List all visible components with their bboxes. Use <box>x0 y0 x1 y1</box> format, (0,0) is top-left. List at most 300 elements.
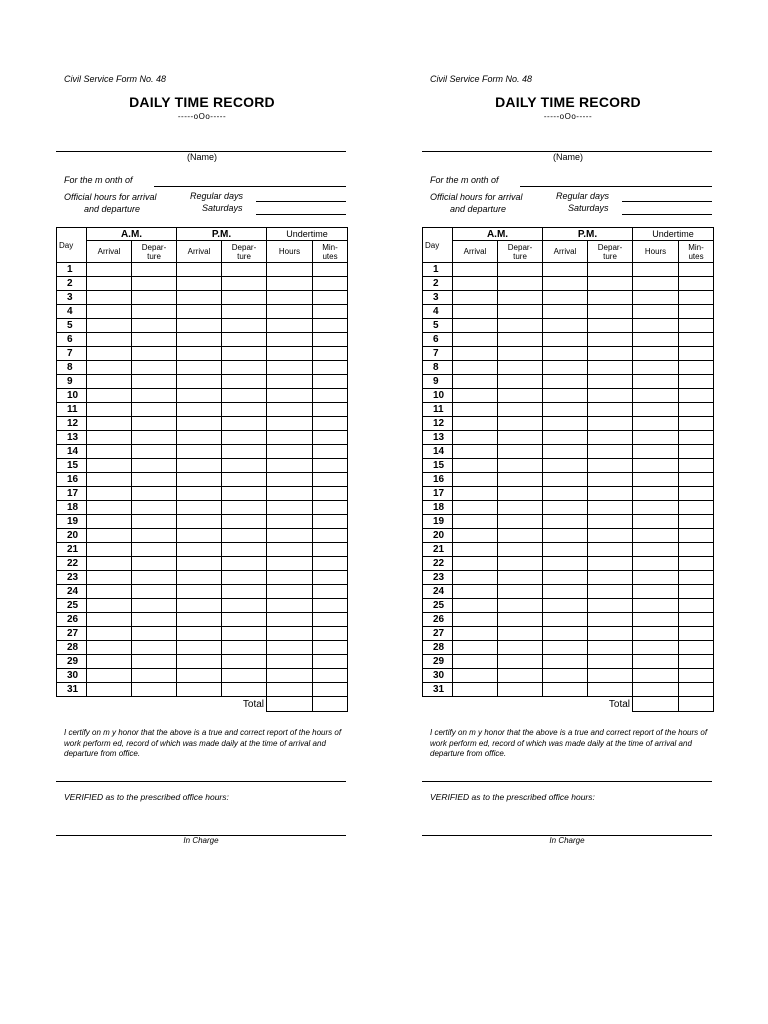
total-hours-cell[interactable] <box>633 697 679 712</box>
pm-arrival-cell[interactable] <box>177 613 222 627</box>
pm-arrival-cell[interactable] <box>177 641 222 655</box>
undertime-minutes-cell[interactable] <box>313 599 348 613</box>
pm-arrival-cell[interactable] <box>177 277 222 291</box>
pm-arrival-cell[interactable] <box>543 305 588 319</box>
am-arrival-cell[interactable] <box>453 515 498 529</box>
am-departure-cell[interactable] <box>132 529 177 543</box>
undertime-minutes-cell[interactable] <box>679 515 714 529</box>
am-arrival-cell[interactable] <box>87 445 132 459</box>
pm-arrival-cell[interactable] <box>177 347 222 361</box>
am-departure-cell[interactable] <box>498 361 543 375</box>
am-arrival-cell[interactable] <box>453 487 498 501</box>
undertime-hours-cell[interactable] <box>633 347 679 361</box>
undertime-minutes-cell[interactable] <box>313 389 348 403</box>
undertime-minutes-cell[interactable] <box>313 361 348 375</box>
pm-arrival-cell[interactable] <box>177 585 222 599</box>
pm-departure-cell[interactable] <box>588 277 633 291</box>
am-departure-cell[interactable] <box>132 333 177 347</box>
pm-arrival-cell[interactable] <box>543 627 588 641</box>
pm-arrival-cell[interactable] <box>543 291 588 305</box>
am-arrival-cell[interactable] <box>453 683 498 697</box>
am-arrival-cell[interactable] <box>453 501 498 515</box>
undertime-minutes-cell[interactable] <box>679 375 714 389</box>
am-departure-cell[interactable] <box>498 641 543 655</box>
undertime-minutes-cell[interactable] <box>679 389 714 403</box>
am-arrival-cell[interactable] <box>87 305 132 319</box>
pm-arrival-cell[interactable] <box>177 389 222 403</box>
undertime-hours-cell[interactable] <box>267 333 313 347</box>
undertime-hours-cell[interactable] <box>633 585 679 599</box>
am-arrival-cell[interactable] <box>453 641 498 655</box>
undertime-minutes-cell[interactable] <box>313 375 348 389</box>
undertime-minutes-cell[interactable] <box>313 305 348 319</box>
am-arrival-cell[interactable] <box>87 375 132 389</box>
pm-arrival-cell[interactable] <box>543 543 588 557</box>
am-arrival-cell[interactable] <box>87 641 132 655</box>
undertime-hours-cell[interactable] <box>633 571 679 585</box>
pm-departure-cell[interactable] <box>588 627 633 641</box>
undertime-hours-cell[interactable] <box>267 361 313 375</box>
undertime-minutes-cell[interactable] <box>313 333 348 347</box>
am-arrival-cell[interactable] <box>87 487 132 501</box>
total-hours-cell[interactable] <box>267 697 313 712</box>
saturdays-line[interactable] <box>622 214 712 215</box>
pm-arrival-cell[interactable] <box>177 571 222 585</box>
am-departure-cell[interactable] <box>498 683 543 697</box>
undertime-minutes-cell[interactable] <box>313 291 348 305</box>
undertime-hours-cell[interactable] <box>267 375 313 389</box>
pm-arrival-cell[interactable] <box>177 529 222 543</box>
pm-departure-cell[interactable] <box>222 333 267 347</box>
am-departure-cell[interactable] <box>132 585 177 599</box>
am-arrival-cell[interactable] <box>453 333 498 347</box>
pm-departure-cell[interactable] <box>222 599 267 613</box>
undertime-hours-cell[interactable] <box>267 473 313 487</box>
pm-departure-cell[interactable] <box>588 403 633 417</box>
pm-departure-cell[interactable] <box>222 263 267 277</box>
undertime-hours-cell[interactable] <box>267 277 313 291</box>
am-arrival-cell[interactable] <box>87 683 132 697</box>
undertime-minutes-cell[interactable] <box>313 543 348 557</box>
am-arrival-cell[interactable] <box>87 571 132 585</box>
pm-arrival-cell[interactable] <box>177 599 222 613</box>
undertime-minutes-cell[interactable] <box>679 627 714 641</box>
am-arrival-cell[interactable] <box>87 501 132 515</box>
pm-departure-cell[interactable] <box>222 683 267 697</box>
am-arrival-cell[interactable] <box>87 263 132 277</box>
am-arrival-cell[interactable] <box>87 543 132 557</box>
am-departure-cell[interactable] <box>132 403 177 417</box>
undertime-minutes-cell[interactable] <box>679 305 714 319</box>
undertime-minutes-cell[interactable] <box>679 585 714 599</box>
am-arrival-cell[interactable] <box>453 263 498 277</box>
pm-arrival-cell[interactable] <box>543 641 588 655</box>
undertime-minutes-cell[interactable] <box>313 417 348 431</box>
pm-arrival-cell[interactable] <box>177 501 222 515</box>
undertime-hours-cell[interactable] <box>267 599 313 613</box>
am-departure-cell[interactable] <box>132 473 177 487</box>
am-arrival-cell[interactable] <box>453 669 498 683</box>
pm-departure-cell[interactable] <box>222 431 267 445</box>
undertime-hours-cell[interactable] <box>267 347 313 361</box>
undertime-hours-cell[interactable] <box>633 319 679 333</box>
pm-departure-cell[interactable] <box>222 473 267 487</box>
am-departure-cell[interactable] <box>132 501 177 515</box>
undertime-minutes-cell[interactable] <box>313 263 348 277</box>
am-arrival-cell[interactable] <box>87 669 132 683</box>
am-arrival-cell[interactable] <box>87 333 132 347</box>
saturdays-line[interactable] <box>256 214 346 215</box>
am-departure-cell[interactable] <box>132 389 177 403</box>
am-departure-cell[interactable] <box>498 627 543 641</box>
pm-departure-cell[interactable] <box>588 263 633 277</box>
am-departure-cell[interactable] <box>132 599 177 613</box>
undertime-hours-cell[interactable] <box>267 571 313 585</box>
undertime-minutes-cell[interactable] <box>679 319 714 333</box>
am-departure-cell[interactable] <box>132 431 177 445</box>
regular-days-line[interactable] <box>256 201 346 202</box>
undertime-hours-cell[interactable] <box>267 431 313 445</box>
pm-departure-cell[interactable] <box>588 641 633 655</box>
undertime-minutes-cell[interactable] <box>313 627 348 641</box>
am-departure-cell[interactable] <box>132 613 177 627</box>
pm-arrival-cell[interactable] <box>177 431 222 445</box>
undertime-minutes-cell[interactable] <box>679 417 714 431</box>
am-departure-cell[interactable] <box>132 305 177 319</box>
am-departure-cell[interactable] <box>132 263 177 277</box>
am-departure-cell[interactable] <box>498 431 543 445</box>
undertime-hours-cell[interactable] <box>633 361 679 375</box>
undertime-minutes-cell[interactable] <box>313 585 348 599</box>
pm-departure-cell[interactable] <box>588 599 633 613</box>
undertime-minutes-cell[interactable] <box>313 571 348 585</box>
undertime-hours-cell[interactable] <box>633 333 679 347</box>
undertime-hours-cell[interactable] <box>633 543 679 557</box>
am-arrival-cell[interactable] <box>453 417 498 431</box>
undertime-minutes-cell[interactable] <box>679 529 714 543</box>
pm-arrival-cell[interactable] <box>543 655 588 669</box>
am-departure-cell[interactable] <box>498 389 543 403</box>
undertime-minutes-cell[interactable] <box>313 683 348 697</box>
am-arrival-cell[interactable] <box>87 585 132 599</box>
pm-departure-cell[interactable] <box>222 459 267 473</box>
undertime-hours-cell[interactable] <box>267 305 313 319</box>
am-arrival-cell[interactable] <box>87 557 132 571</box>
undertime-hours-cell[interactable] <box>633 501 679 515</box>
undertime-hours-cell[interactable] <box>267 501 313 515</box>
pm-arrival-cell[interactable] <box>543 319 588 333</box>
undertime-hours-cell[interactable] <box>267 529 313 543</box>
pm-departure-cell[interactable] <box>588 613 633 627</box>
am-departure-cell[interactable] <box>498 333 543 347</box>
am-departure-cell[interactable] <box>132 375 177 389</box>
pm-arrival-cell[interactable] <box>543 263 588 277</box>
am-arrival-cell[interactable] <box>453 655 498 669</box>
am-departure-cell[interactable] <box>132 319 177 333</box>
undertime-minutes-cell[interactable] <box>679 277 714 291</box>
undertime-hours-cell[interactable] <box>633 417 679 431</box>
pm-departure-cell[interactable] <box>588 445 633 459</box>
am-departure-cell[interactable] <box>132 487 177 501</box>
total-minutes-cell[interactable] <box>313 697 348 712</box>
am-arrival-cell[interactable] <box>453 431 498 445</box>
am-arrival-cell[interactable] <box>453 305 498 319</box>
pm-departure-cell[interactable] <box>588 417 633 431</box>
am-departure-cell[interactable] <box>498 543 543 557</box>
am-departure-cell[interactable] <box>132 669 177 683</box>
pm-departure-cell[interactable] <box>588 655 633 669</box>
pm-departure-cell[interactable] <box>222 585 267 599</box>
pm-arrival-cell[interactable] <box>543 375 588 389</box>
am-departure-cell[interactable] <box>498 417 543 431</box>
undertime-minutes-cell[interactable] <box>679 613 714 627</box>
am-departure-cell[interactable] <box>498 319 543 333</box>
pm-arrival-cell[interactable] <box>177 445 222 459</box>
pm-arrival-cell[interactable] <box>543 361 588 375</box>
pm-arrival-cell[interactable] <box>177 403 222 417</box>
am-arrival-cell[interactable] <box>453 473 498 487</box>
undertime-hours-cell[interactable] <box>267 585 313 599</box>
pm-arrival-cell[interactable] <box>177 669 222 683</box>
undertime-minutes-cell[interactable] <box>313 641 348 655</box>
undertime-minutes-cell[interactable] <box>679 599 714 613</box>
pm-departure-cell[interactable] <box>588 683 633 697</box>
am-arrival-cell[interactable] <box>453 585 498 599</box>
pm-departure-cell[interactable] <box>222 487 267 501</box>
pm-arrival-cell[interactable] <box>543 445 588 459</box>
undertime-hours-cell[interactable] <box>267 487 313 501</box>
undertime-hours-cell[interactable] <box>267 403 313 417</box>
undertime-minutes-cell[interactable] <box>313 529 348 543</box>
am-departure-cell[interactable] <box>132 571 177 585</box>
pm-arrival-cell[interactable] <box>543 683 588 697</box>
undertime-hours-cell[interactable] <box>267 627 313 641</box>
pm-arrival-cell[interactable] <box>543 459 588 473</box>
pm-departure-cell[interactable] <box>222 641 267 655</box>
pm-departure-cell[interactable] <box>222 347 267 361</box>
undertime-hours-cell[interactable] <box>267 417 313 431</box>
undertime-hours-cell[interactable] <box>633 655 679 669</box>
pm-departure-cell[interactable] <box>588 473 633 487</box>
pm-arrival-cell[interactable] <box>177 515 222 529</box>
am-arrival-cell[interactable] <box>453 361 498 375</box>
am-arrival-cell[interactable] <box>87 627 132 641</box>
pm-departure-cell[interactable] <box>588 571 633 585</box>
undertime-minutes-cell[interactable] <box>313 487 348 501</box>
pm-departure-cell[interactable] <box>222 669 267 683</box>
am-arrival-cell[interactable] <box>453 627 498 641</box>
am-arrival-cell[interactable] <box>87 473 132 487</box>
undertime-hours-cell[interactable] <box>633 599 679 613</box>
pm-arrival-cell[interactable] <box>177 263 222 277</box>
am-arrival-cell[interactable] <box>453 599 498 613</box>
am-arrival-cell[interactable] <box>453 613 498 627</box>
undertime-hours-cell[interactable] <box>267 445 313 459</box>
am-arrival-cell[interactable] <box>453 571 498 585</box>
am-arrival-cell[interactable] <box>87 655 132 669</box>
pm-departure-cell[interactable] <box>588 319 633 333</box>
am-departure-cell[interactable] <box>498 347 543 361</box>
pm-arrival-cell[interactable] <box>177 319 222 333</box>
am-arrival-cell[interactable] <box>87 431 132 445</box>
am-departure-cell[interactable] <box>498 403 543 417</box>
am-arrival-cell[interactable] <box>87 347 132 361</box>
undertime-minutes-cell[interactable] <box>679 641 714 655</box>
pm-arrival-cell[interactable] <box>543 669 588 683</box>
pm-departure-cell[interactable] <box>222 375 267 389</box>
undertime-minutes-cell[interactable] <box>313 655 348 669</box>
pm-departure-cell[interactable] <box>222 277 267 291</box>
pm-departure-cell[interactable] <box>588 585 633 599</box>
am-departure-cell[interactable] <box>498 459 543 473</box>
am-departure-cell[interactable] <box>498 613 543 627</box>
undertime-hours-cell[interactable] <box>633 529 679 543</box>
pm-arrival-cell[interactable] <box>543 529 588 543</box>
undertime-hours-cell[interactable] <box>267 291 313 305</box>
am-departure-cell[interactable] <box>132 347 177 361</box>
pm-arrival-cell[interactable] <box>543 571 588 585</box>
undertime-hours-cell[interactable] <box>633 487 679 501</box>
am-departure-cell[interactable] <box>498 529 543 543</box>
am-departure-cell[interactable] <box>498 585 543 599</box>
pm-departure-cell[interactable] <box>222 627 267 641</box>
am-arrival-cell[interactable] <box>87 417 132 431</box>
pm-arrival-cell[interactable] <box>177 361 222 375</box>
pm-arrival-cell[interactable] <box>177 305 222 319</box>
pm-arrival-cell[interactable] <box>177 291 222 305</box>
pm-arrival-cell[interactable] <box>543 487 588 501</box>
pm-departure-cell[interactable] <box>222 417 267 431</box>
am-departure-cell[interactable] <box>498 291 543 305</box>
pm-departure-cell[interactable] <box>222 613 267 627</box>
pm-departure-cell[interactable] <box>588 557 633 571</box>
pm-departure-cell[interactable] <box>588 487 633 501</box>
undertime-hours-cell[interactable] <box>633 459 679 473</box>
undertime-hours-cell[interactable] <box>633 683 679 697</box>
undertime-hours-cell[interactable] <box>633 389 679 403</box>
undertime-hours-cell[interactable] <box>267 683 313 697</box>
am-departure-cell[interactable] <box>498 557 543 571</box>
pm-departure-cell[interactable] <box>222 529 267 543</box>
am-arrival-cell[interactable] <box>87 459 132 473</box>
am-departure-cell[interactable] <box>498 445 543 459</box>
undertime-minutes-cell[interactable] <box>679 655 714 669</box>
pm-arrival-cell[interactable] <box>543 431 588 445</box>
am-arrival-cell[interactable] <box>453 445 498 459</box>
pm-arrival-cell[interactable] <box>543 417 588 431</box>
am-departure-cell[interactable] <box>498 473 543 487</box>
undertime-minutes-cell[interactable] <box>679 431 714 445</box>
am-arrival-cell[interactable] <box>87 389 132 403</box>
pm-arrival-cell[interactable] <box>543 515 588 529</box>
pm-arrival-cell[interactable] <box>543 473 588 487</box>
pm-departure-cell[interactable] <box>222 361 267 375</box>
am-departure-cell[interactable] <box>132 543 177 557</box>
undertime-minutes-cell[interactable] <box>679 403 714 417</box>
undertime-minutes-cell[interactable] <box>313 669 348 683</box>
pm-departure-cell[interactable] <box>222 501 267 515</box>
pm-arrival-cell[interactable] <box>543 403 588 417</box>
am-arrival-cell[interactable] <box>87 529 132 543</box>
undertime-hours-cell[interactable] <box>267 319 313 333</box>
pm-arrival-cell[interactable] <box>177 417 222 431</box>
am-departure-cell[interactable] <box>132 627 177 641</box>
undertime-minutes-cell[interactable] <box>679 487 714 501</box>
undertime-minutes-cell[interactable] <box>679 291 714 305</box>
am-departure-cell[interactable] <box>498 487 543 501</box>
pm-departure-cell[interactable] <box>222 515 267 529</box>
undertime-hours-cell[interactable] <box>267 515 313 529</box>
pm-arrival-cell[interactable] <box>543 557 588 571</box>
am-arrival-cell[interactable] <box>87 291 132 305</box>
pm-departure-cell[interactable] <box>222 319 267 333</box>
am-departure-cell[interactable] <box>498 305 543 319</box>
undertime-hours-cell[interactable] <box>633 669 679 683</box>
pm-departure-cell[interactable] <box>222 543 267 557</box>
am-arrival-cell[interactable] <box>453 319 498 333</box>
pm-arrival-cell[interactable] <box>543 501 588 515</box>
am-arrival-cell[interactable] <box>453 375 498 389</box>
am-arrival-cell[interactable] <box>87 515 132 529</box>
pm-arrival-cell[interactable] <box>177 557 222 571</box>
pm-departure-cell[interactable] <box>588 375 633 389</box>
undertime-minutes-cell[interactable] <box>313 473 348 487</box>
undertime-minutes-cell[interactable] <box>313 515 348 529</box>
pm-departure-cell[interactable] <box>588 431 633 445</box>
undertime-hours-cell[interactable] <box>633 473 679 487</box>
undertime-minutes-cell[interactable] <box>679 333 714 347</box>
total-minutes-cell[interactable] <box>679 697 714 712</box>
undertime-hours-cell[interactable] <box>633 375 679 389</box>
undertime-minutes-cell[interactable] <box>313 445 348 459</box>
undertime-minutes-cell[interactable] <box>679 459 714 473</box>
pm-departure-cell[interactable] <box>588 501 633 515</box>
undertime-hours-cell[interactable] <box>267 641 313 655</box>
am-departure-cell[interactable] <box>498 669 543 683</box>
undertime-hours-cell[interactable] <box>633 305 679 319</box>
pm-arrival-cell[interactable] <box>543 599 588 613</box>
undertime-hours-cell[interactable] <box>267 557 313 571</box>
undertime-minutes-cell[interactable] <box>313 557 348 571</box>
pm-departure-cell[interactable] <box>588 529 633 543</box>
am-arrival-cell[interactable] <box>87 319 132 333</box>
am-departure-cell[interactable] <box>498 263 543 277</box>
pm-arrival-cell[interactable] <box>177 333 222 347</box>
am-arrival-cell[interactable] <box>453 291 498 305</box>
undertime-hours-cell[interactable] <box>267 389 313 403</box>
am-arrival-cell[interactable] <box>87 277 132 291</box>
undertime-hours-cell[interactable] <box>633 445 679 459</box>
undertime-hours-cell[interactable] <box>267 543 313 557</box>
am-departure-cell[interactable] <box>132 277 177 291</box>
undertime-minutes-cell[interactable] <box>313 501 348 515</box>
undertime-minutes-cell[interactable] <box>679 263 714 277</box>
pm-departure-cell[interactable] <box>588 669 633 683</box>
am-departure-cell[interactable] <box>132 459 177 473</box>
pm-departure-cell[interactable] <box>222 445 267 459</box>
pm-departure-cell[interactable] <box>222 655 267 669</box>
undertime-minutes-cell[interactable] <box>679 571 714 585</box>
pm-arrival-cell[interactable] <box>177 459 222 473</box>
am-departure-cell[interactable] <box>132 641 177 655</box>
pm-departure-cell[interactable] <box>222 305 267 319</box>
pm-arrival-cell[interactable] <box>543 585 588 599</box>
month-line[interactable] <box>520 186 712 187</box>
pm-departure-cell[interactable] <box>588 515 633 529</box>
am-arrival-cell[interactable] <box>453 347 498 361</box>
am-departure-cell[interactable] <box>132 683 177 697</box>
undertime-hours-cell[interactable] <box>633 641 679 655</box>
